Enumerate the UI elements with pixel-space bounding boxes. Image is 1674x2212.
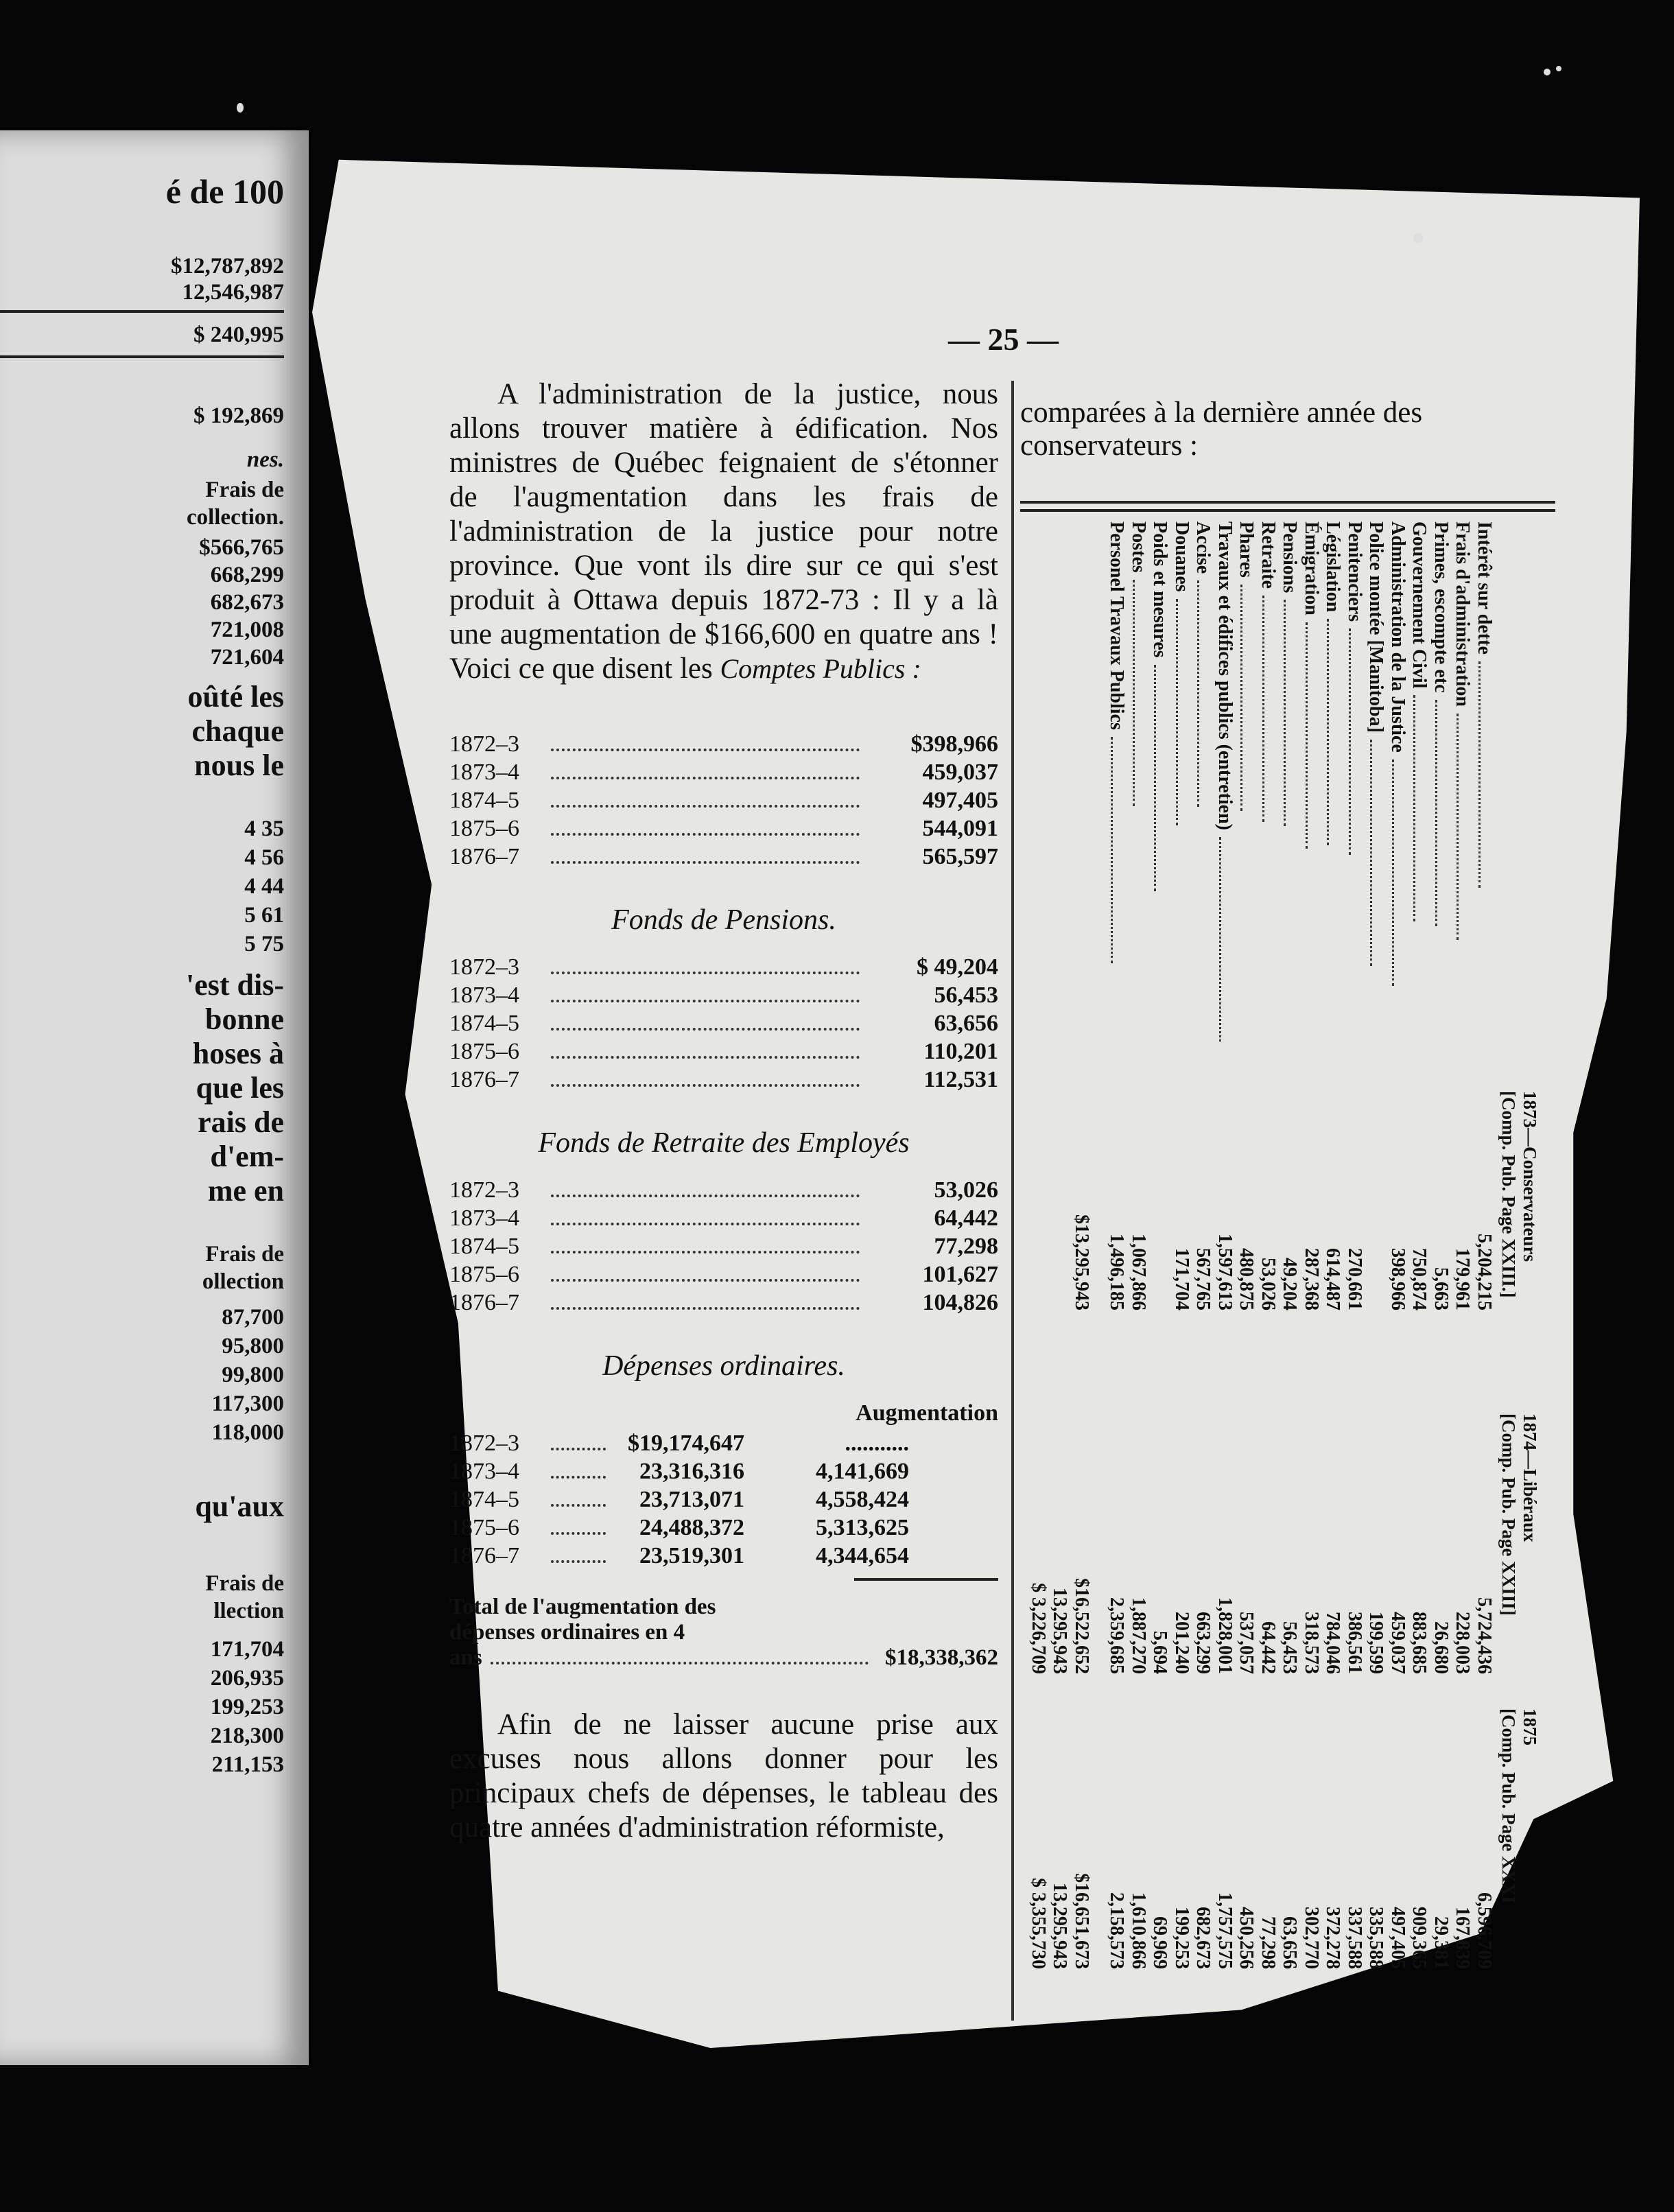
left-small-value: 4 35: [244, 816, 284, 841]
row-value: 56,453: [934, 983, 998, 1008]
column-header: 1875 [Comp. Pub. Page XXXI: [1498, 1708, 1540, 1904]
cell-value: 199,599: [1365, 1612, 1387, 1674]
row-value: 101,627: [922, 1262, 998, 1287]
left-value: 721,008: [210, 617, 284, 642]
cell-value: 69,969: [1149, 1916, 1171, 1969]
left-value: 87,700: [222, 1305, 284, 1330]
double-rule: [1020, 501, 1555, 517]
total-label-line: dépenses ordinaires en 4: [449, 1620, 685, 1645]
row-year: 1875–6: [449, 1262, 519, 1287]
augmentation-header: Augmentation: [856, 1400, 998, 1426]
expense-label: Poids et mesures: [1149, 521, 1171, 1043]
left-small-value: 4 44: [244, 874, 284, 899]
table-row: [449, 983, 998, 1011]
expense-label: Gouvernement Civil: [1408, 521, 1430, 1043]
dot-leader: [1392, 760, 1394, 986]
cell-value: 29,381: [1430, 1916, 1452, 1969]
justice-table: [449, 731, 998, 872]
cell-value: 287,368: [1301, 1248, 1322, 1310]
row-year: 1875–6: [449, 816, 519, 841]
dot-leader: [1198, 580, 1200, 807]
cell-value: 5,724,436: [1474, 1597, 1495, 1674]
dot-leader: [1241, 585, 1243, 811]
column-difference: $ 3,355,730: [1028, 1878, 1049, 1969]
expense-label: Primes, escompte etc: [1430, 521, 1452, 1043]
row-value: $ 49,204: [917, 954, 998, 980]
left-col-head: Frais de: [205, 478, 284, 502]
cell-value: 201,240: [1171, 1612, 1192, 1674]
row-value: 565,597: [922, 844, 998, 869]
expense-label: Penitenciers: [1344, 521, 1366, 1043]
row-value: 24,488,372: [639, 1515, 744, 1540]
left-text-line: d'em-: [210, 1140, 284, 1173]
left-diff-1: $ 240,995: [193, 322, 284, 347]
table-row: [449, 1515, 998, 1543]
left-value: 118,000: [211, 1420, 284, 1445]
cell-value: 614,487: [1322, 1248, 1344, 1310]
left-value: 99,800: [222, 1363, 284, 1387]
cell-value: 270,661: [1344, 1248, 1365, 1310]
table-row: [449, 816, 998, 844]
column-header: 1873—Conservateurs [Comp. Pub. Page XXIII.]: [1498, 1091, 1540, 1298]
cell-value: 1,757,575: [1214, 1892, 1236, 1969]
row-year: 1876–7: [449, 1290, 519, 1315]
column-total: $16,522,652: [1071, 1578, 1092, 1674]
row-value: 77,298: [934, 1234, 998, 1259]
cell-value: 26,680: [1430, 1621, 1452, 1674]
right-intro-text: comparées à la dernière année des conservateurs :: [1020, 397, 1423, 462]
table-row: [449, 954, 998, 983]
row-year: 1875–6: [449, 1515, 519, 1540]
left-subhead: nes.: [246, 447, 284, 472]
expense-label: Administration de la Justice: [1387, 521, 1409, 1043]
row-augmentation: 4,344,654: [816, 1543, 909, 1568]
left-column: [449, 377, 998, 1845]
column-1874: [1028, 1413, 1541, 1674]
dot-leader: [1111, 737, 1113, 963]
cell-value: 302,770: [1301, 1907, 1322, 1969]
cell-value: 63,656: [1279, 1916, 1301, 1969]
left-col-head: Frais de: [205, 1571, 284, 1596]
cell-value: 64,442: [1258, 1621, 1279, 1674]
total-label-line: ans: [449, 1645, 482, 1670]
table-row: [449, 760, 998, 788]
cell-value: 450,256: [1236, 1907, 1258, 1969]
row-value: 53,026: [934, 1177, 998, 1203]
row-year: 1872–3: [449, 731, 519, 757]
left-diff-2: $ 192,869: [193, 403, 284, 428]
cell-value: 318,573: [1301, 1612, 1322, 1674]
column-1875: [1028, 1708, 1541, 1969]
table-row: [449, 1205, 998, 1234]
left-value: 206,935: [210, 1666, 284, 1691]
cell-value: 179,961: [1452, 1248, 1474, 1310]
dot-leader: [1155, 665, 1157, 891]
row-value: $398,966: [910, 731, 998, 757]
table-row: [449, 1459, 998, 1487]
cell-value: 497,405: [1387, 1907, 1408, 1969]
table-row: [449, 1290, 998, 1318]
table-row: [449, 1039, 998, 1067]
row-augmentation: 5,313,625: [816, 1515, 909, 1540]
cell-value: [1365, 1091, 1387, 1310]
cell-value: 909,365: [1408, 1907, 1430, 1969]
pensions-table: [449, 954, 998, 1095]
left-value: 95,800: [222, 1334, 284, 1358]
row-value: 497,405: [922, 788, 998, 813]
row-year: 1872–3: [449, 954, 519, 980]
ordinaires-table: [449, 1431, 998, 1571]
left-value: 199,253: [210, 1695, 284, 1719]
left-amount-2: 12,546,987: [182, 280, 284, 305]
cell-value: 167,839: [1452, 1907, 1474, 1969]
expense-label: Émigration: [1301, 521, 1323, 1043]
expense-label: Postes: [1128, 521, 1150, 1043]
left-text-line: que les: [196, 1071, 284, 1105]
cell-value: 56,453: [1279, 1621, 1301, 1674]
left-page-heading: é de 100: [165, 172, 284, 211]
total-label-line: Total de l'augmentation des: [449, 1595, 716, 1619]
total-row: [449, 1645, 998, 1671]
closing-paragraph: [449, 1708, 998, 1845]
cell-value: 459,037: [1387, 1612, 1408, 1674]
row-year: 1876–7: [449, 1067, 519, 1092]
left-value: 668,299: [210, 563, 284, 587]
row-year: 1872–3: [449, 1177, 519, 1203]
dot-leader: [1414, 695, 1416, 921]
row-year: 1873–4: [449, 1459, 519, 1484]
comptes-publics-label: Comptes Publics :: [720, 653, 921, 684]
left-text-line: me en: [207, 1174, 284, 1208]
left-text-line: rais de: [198, 1105, 284, 1139]
cell-value: 5,204,215: [1474, 1234, 1495, 1310]
cell-value: 750,874: [1408, 1248, 1430, 1310]
cell-value: 2,359,685: [1106, 1597, 1128, 1674]
left-value: 218,300: [210, 1723, 284, 1748]
row-year: 1874–5: [449, 1487, 519, 1512]
intro-paragraph-text: A l'administration de la justice, nous allons trouver matière à édification. Nos ministres de Québec feignaient de s'étonner de l'augmentation dans les frais de l'administration de la justice pour notre province. Que vont ils dire sur ce qui s'est produit à Ottawa depuis 1872-73 : Il y a là une augmentation de $166,600 en quatre ans ! Voici ce que disent les: [449, 378, 998, 685]
left-text-line: nous le: [194, 749, 284, 782]
expense-label: Personel Travaux Publics: [1106, 521, 1128, 1043]
row-year: 1873–4: [449, 760, 519, 785]
table-row: [449, 1431, 998, 1459]
cell-value: 2,158,573: [1106, 1892, 1128, 1969]
left-text-line: qu'aux: [195, 1490, 284, 1523]
dot-leader: [1349, 628, 1351, 855]
left-value: 171,704: [210, 1637, 284, 1662]
expense-label: Pensions: [1279, 521, 1301, 1043]
cell-value: 171,704: [1171, 1248, 1192, 1310]
row-year: 1875–6: [449, 1039, 519, 1064]
rotated-comparison-table: [1028, 521, 1540, 1976]
row-value: 544,091: [922, 816, 998, 841]
cell-value: 567,765: [1192, 1248, 1214, 1310]
column-header: 1874—Libéraux [Comp. Pub. Page XXIII]: [1498, 1413, 1540, 1616]
row-year: 1873–4: [449, 1205, 519, 1231]
cell-value: 5,694: [1149, 1631, 1171, 1674]
cell-value: 77,298: [1258, 1916, 1279, 1969]
cell-value: 1,067,866: [1128, 1234, 1149, 1310]
left-small-value: 4 56: [244, 845, 284, 870]
left-text-line: bonne: [205, 1002, 284, 1036]
row-value: 110,201: [923, 1039, 998, 1064]
page-number: — 25 —: [948, 322, 1059, 357]
dot-leader: [1371, 740, 1373, 966]
left-text-line: hoses à: [192, 1037, 284, 1070]
row-value: 63,656: [934, 1011, 998, 1036]
dot-leader: [1176, 599, 1178, 825]
cell-value: 49,204: [1279, 1258, 1301, 1310]
total-rule: [854, 1578, 998, 1581]
retraite-table: [449, 1177, 998, 1318]
expense-label: Frais d'administration: [1452, 521, 1474, 1043]
left-value: $566,765: [199, 535, 284, 560]
left-col-head: collection.: [186, 505, 284, 530]
left-small-value: 5 61: [244, 903, 284, 928]
cell-value: 1,610,866: [1128, 1892, 1149, 1969]
expense-label: Travaux et édifices publics (entretien): [1214, 521, 1236, 1043]
pensions-title: Fonds de Pensions.: [611, 904, 836, 936]
row-value: 23,713,071: [639, 1487, 744, 1512]
row-year: 1874–5: [449, 1011, 519, 1036]
cell-value: 398,966: [1387, 1248, 1408, 1310]
column-total: $13,295,943: [1071, 1214, 1092, 1310]
row-value: 112,531: [923, 1067, 998, 1092]
left-value: 211,153: [211, 1752, 284, 1777]
column-total: $16,651,673: [1071, 1873, 1092, 1969]
ordinaires-title: Dépenses ordinaires.: [602, 1350, 845, 1382]
row-value: 459,037: [922, 760, 998, 785]
column-difference: $ 3,226,709: [1028, 1583, 1049, 1674]
table-row: [449, 731, 998, 760]
left-rule-2: [0, 355, 284, 358]
column-1873: [1071, 1091, 1541, 1310]
cell-value: 1,597,613: [1214, 1234, 1236, 1310]
retraite-title: Fonds de Retraite des Employés: [538, 1127, 910, 1159]
table-row: [449, 1487, 998, 1515]
expense-label: Retraite: [1258, 521, 1280, 1043]
left-col-head: llection: [213, 1599, 284, 1623]
cell-value: 372,278: [1322, 1907, 1344, 1969]
row-year: 1874–5: [449, 788, 519, 813]
cell-value: 386,561: [1344, 1612, 1365, 1674]
left-small-value: 5 75: [244, 932, 284, 956]
adjacent-left-page: [0, 130, 309, 2065]
cell-value: 1,828,001: [1214, 1597, 1236, 1674]
intro-paragraph: [449, 377, 998, 686]
cell-value: 228,003: [1452, 1612, 1474, 1674]
table-row: [449, 1262, 998, 1290]
column-divider: [1011, 381, 1014, 2021]
cell-value: 784,046: [1322, 1612, 1344, 1674]
table-row: [449, 1234, 998, 1262]
left-text-line: oûté les: [187, 680, 284, 714]
row-year: 1872–3: [449, 1431, 519, 1456]
row-augmentation: ...........: [845, 1431, 909, 1456]
column-total: 13,295,943: [1049, 1883, 1071, 1969]
table-row: [449, 788, 998, 816]
cell-value: 537,057: [1236, 1612, 1258, 1674]
table-row: [449, 1011, 998, 1039]
left-text-line: chaque: [191, 714, 284, 748]
table-row: [449, 1177, 998, 1205]
cell-value: 883,685: [1408, 1612, 1430, 1674]
cell-value: 5,663: [1430, 1267, 1452, 1310]
rotated-table-inner: [1028, 521, 1540, 1976]
cell-value: 6,596,709: [1474, 1892, 1495, 1969]
left-value: 682,673: [210, 590, 284, 615]
row-year: 1876–7: [449, 844, 519, 869]
dot-leader: [1306, 622, 1308, 849]
row-augmentation: 4,141,669: [816, 1459, 909, 1484]
expense-label: Accise: [1192, 521, 1214, 1043]
table-row: [449, 1543, 998, 1571]
dot-leader: [1262, 596, 1264, 822]
row-augmentation: 4,558,424: [816, 1487, 909, 1512]
row-value: 23,519,301: [639, 1543, 744, 1568]
table-row: [449, 1067, 998, 1095]
expense-label: Intérêt sur dette: [1474, 521, 1496, 1043]
left-col-head: ollection: [202, 1269, 284, 1294]
row-year: 1874–5: [449, 1234, 519, 1259]
row-value: 23,316,316: [639, 1459, 744, 1484]
expense-label: Police montée [Manitoba]: [1365, 521, 1387, 1043]
cell-value: [1149, 1091, 1171, 1310]
row-value: 104,826: [922, 1290, 998, 1315]
column-total: 13,295,943: [1049, 1588, 1071, 1674]
row-value: 64,442: [934, 1205, 998, 1231]
dot-leader: [1478, 661, 1481, 888]
cell-value: 1,496,185: [1106, 1234, 1128, 1310]
left-value: 721,604: [210, 645, 284, 670]
row-year: 1873–4: [449, 983, 519, 1008]
cell-value: 682,673: [1192, 1907, 1214, 1969]
total-value: $18,338,362: [885, 1645, 998, 1670]
left-amount-1: $12,787,892: [171, 254, 284, 279]
dot-leader: [1284, 600, 1286, 826]
left-value: 117,300: [211, 1391, 284, 1416]
cell-value: 337,588: [1344, 1907, 1365, 1969]
expense-label: Législation: [1322, 521, 1344, 1043]
cell-value: 1,887,270: [1128, 1597, 1149, 1674]
left-col-head: Frais de: [205, 1242, 284, 1267]
cell-value: 480,875: [1236, 1248, 1258, 1310]
expense-labels: [1106, 521, 1495, 1043]
total-block: [449, 1595, 998, 1671]
cell-value: 199,253: [1171, 1907, 1192, 1969]
closing-paragraph-text: Afin de ne laisser aucune prise aux excuses nous allons donner pour les principaux chefs de dépenses, le tableau des quatre années d'administration réformiste,: [449, 1708, 998, 1844]
dot-leader: [1435, 700, 1437, 926]
cell-value: 663,299: [1192, 1612, 1214, 1674]
dot-leader: [1219, 837, 1221, 1043]
dot-leader: [1457, 714, 1459, 940]
dot-leader: [1328, 619, 1330, 845]
expense-label: Douanes: [1171, 521, 1193, 1043]
row-value: $19,174,647: [628, 1431, 744, 1456]
cell-value: 53,026: [1258, 1258, 1279, 1310]
cell-value: 335,588: [1365, 1907, 1387, 1969]
expense-label: Phares: [1236, 521, 1258, 1043]
left-text-line: 'est dis-: [186, 968, 284, 1002]
table-row: [449, 844, 998, 872]
left-rule-1: [0, 310, 284, 313]
row-year: 1876–7: [449, 1543, 519, 1568]
dot-leader: [1133, 580, 1135, 806]
